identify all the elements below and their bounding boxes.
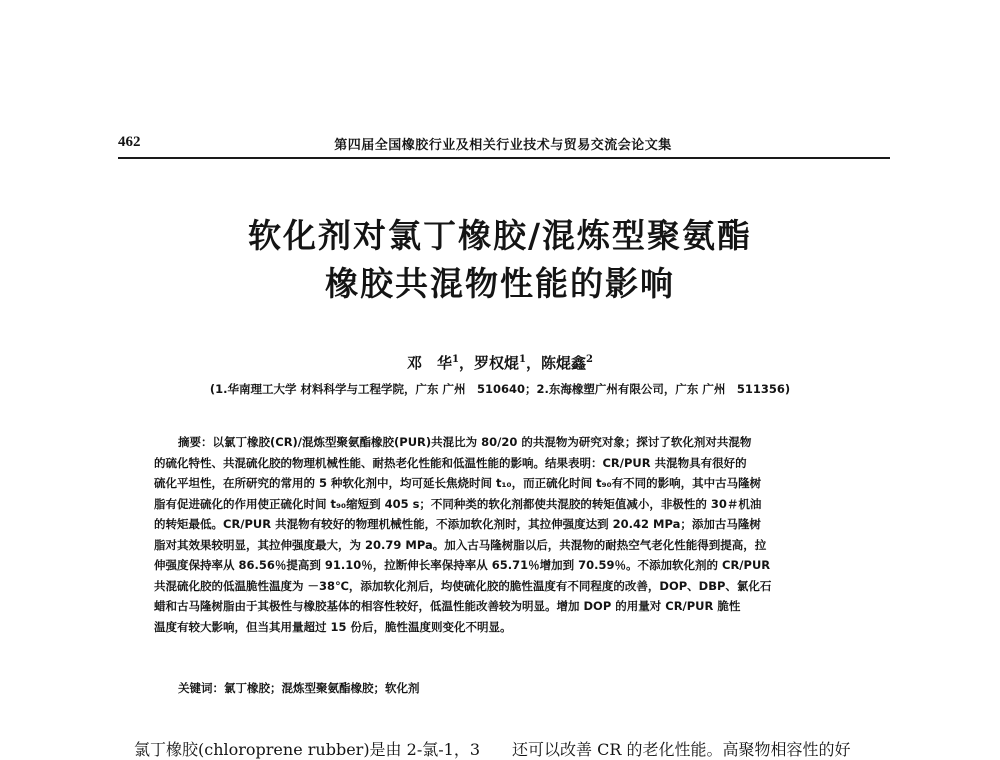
paper-title-line-2: 橡胶共混物性能的影响 xyxy=(325,264,675,303)
author-separator: ， xyxy=(525,354,541,372)
abstract-line: 的硫化特性、共混硫化胶的物理机械性能、耐热老化性能和低温性能的影响。结果表明：CR/PUR 共混物具有很好的 xyxy=(154,455,747,470)
abstract-line: 温度有较大影响，但当其用量超过 15 份后，脆性温度则变化不明显。 xyxy=(154,619,512,634)
body-text-left-column: 氯丁橡胶(chloroprene rubber)是由 2-氯-1，3 xyxy=(134,740,480,759)
author-name: 陈焜鑫 xyxy=(541,354,587,372)
author-list xyxy=(150,352,850,373)
paper-title-line-1: 软化剂对氯丁橡胶/混炼型聚氨酯 xyxy=(247,216,753,255)
abstract-line: 脂有促进硫化的作用使正硫化时间 t₉₀缩短到 405 s；不同种类的软化剂都使共混胶的转矩值减小，非极性的 30＃机油 xyxy=(154,496,762,511)
abstract xyxy=(154,432,844,637)
abstract-line: 伸强度保持率从 86.56％提高到 91.10％，拉断伸长率保持率从 65.71％增加到 70.59％。不添加软化剂的 CR/PUR xyxy=(154,558,771,572)
header-rule xyxy=(118,157,890,159)
page-number: 462 xyxy=(118,134,141,150)
author-name: 邓 华 xyxy=(407,354,453,372)
keywords: 关键词：氯丁橡胶；混炼型聚氨酯橡胶；软化剂 xyxy=(178,681,420,695)
author-affiliation-mark: 2 xyxy=(586,354,593,365)
abstract-line: 摘要：以氯丁橡胶(CR)/混炼型聚氨酯橡胶(PUR)共混比为 80/20 的共混物为研究对象；探讨了软化剂对共混物 xyxy=(178,435,752,449)
abstract-line: 的转矩最低。CR/PUR 共混物有较好的物理机械性能，不添加软化剂时，其拉伸强度达到 20.42 MPa；添加古马隆树 xyxy=(154,517,761,531)
paper-title xyxy=(160,212,840,308)
author-affiliation-mark: 1 xyxy=(452,354,459,365)
author-name: 罗权焜 xyxy=(474,354,520,372)
body-text-right-column: 还可以改善 CR 的老化性能。高聚物相容性的好 xyxy=(512,740,851,759)
abstract-line: 共混硫化胶的低温脆性温度为 －38℃，添加软化剂后，均使硫化胶的脆性温度有不同程度的改善，DOP、DBP、氯化石 xyxy=(154,578,772,593)
abstract-line: 硫化平坦性，在所研究的常用的 5 种软化剂中，均可延长焦烧时间 t₁₀，而正硫化时间 t₉₀有不同的影响，其中古马隆树 xyxy=(154,476,762,490)
abstract-line: 脂对其效果较明显，其拉伸强度最大，为 20.79 MPa。加入古马隆树脂以后，共混物的耐热空气老化性能得到提高，拉 xyxy=(154,537,767,552)
author-affiliation-mark: 1 xyxy=(519,354,526,365)
abstract-line: 蜡和古马隆树脂由于其极性与橡胶基体的相容性较好，低温性能改善较为明显。增加 DOP 的用量对 CR/PUR 脆性 xyxy=(154,599,741,613)
author-separator: ， xyxy=(458,354,474,372)
running-header xyxy=(118,132,888,154)
author-affiliations: (1.华南理工大学 材料科学与工程学院，广东 广州 510640；2.东海橡塑广州有限公司，广东 广州 511356) xyxy=(209,382,791,396)
journal-title: 第四届全国橡胶行业及相关行业技术与贸易交流会论文集 xyxy=(334,138,672,153)
